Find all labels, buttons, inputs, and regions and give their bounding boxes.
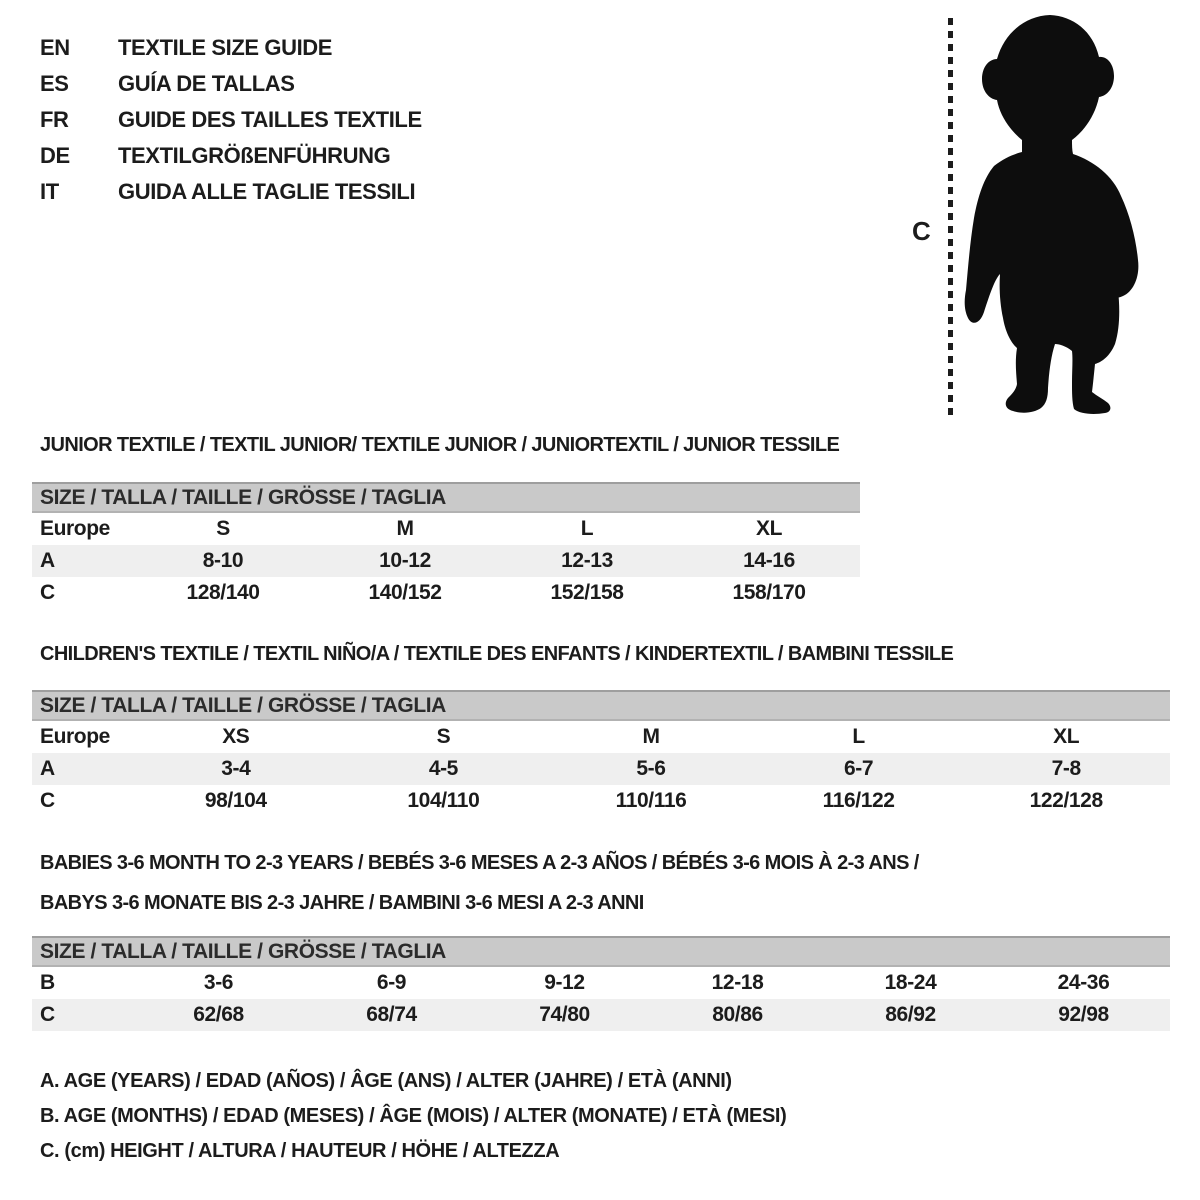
babies-size-table xyxy=(32,936,1170,1031)
table-row xyxy=(32,753,1170,785)
language-title: GUIDE DES TAILLES TEXTILE xyxy=(118,107,422,132)
row-label: C xyxy=(40,789,55,812)
cell-value: 92/98 xyxy=(1058,1003,1109,1026)
cell-value: 3-4 xyxy=(221,757,251,780)
cell-value: 128/140 xyxy=(186,581,260,604)
toddler-silhouette-icon xyxy=(960,12,1145,420)
row-label: C xyxy=(40,1003,55,1026)
cell-value: 14-16 xyxy=(743,549,795,572)
cell-value: 9-12 xyxy=(544,971,585,994)
cell-value: 12-13 xyxy=(561,549,613,572)
height-measure-label: C xyxy=(912,216,931,246)
row-label: Europe xyxy=(40,517,110,540)
cell-value: 6-7 xyxy=(844,757,874,780)
language-code: EN xyxy=(40,35,70,60)
cell-value: 152/158 xyxy=(550,581,624,604)
cell-value: 4-5 xyxy=(428,757,458,780)
cell-value: 98/104 xyxy=(204,789,267,812)
section-babies-textile xyxy=(32,843,1170,1031)
height-measure-line xyxy=(948,18,953,416)
cell-value: 116/122 xyxy=(822,789,895,812)
cell-value: 74/80 xyxy=(539,1003,590,1026)
size-header-label: SIZE / TALLA / TAILLE / GRÖSSE / TAGLIA xyxy=(40,939,446,963)
junior-size-table xyxy=(32,482,860,609)
language-title: TEXTILE SIZE GUIDE xyxy=(118,35,333,60)
language-code: IT xyxy=(40,179,59,204)
cell-value: S xyxy=(216,517,230,540)
language-title-list xyxy=(40,30,422,210)
row-label: A xyxy=(40,549,55,572)
table-row xyxy=(32,721,1170,753)
cell-value: 24-36 xyxy=(1057,971,1110,994)
legend-line-c: C. (cm) HEIGHT / ALTURA / HAUTEUR / HÖHE / ALTEZZA xyxy=(40,1140,560,1162)
language-row xyxy=(40,138,422,174)
cell-value: 12-18 xyxy=(711,971,764,994)
section-children-textile xyxy=(32,643,1170,817)
cell-value: XL xyxy=(1053,725,1080,748)
cell-value: M xyxy=(396,517,414,540)
section-title: JUNIOR TEXTILE / TEXTIL JUNIOR/ TEXTILE JUNIOR / JUNIORTEXTIL / JUNIOR TESSILE xyxy=(40,434,840,456)
cell-value: 122/128 xyxy=(1029,789,1103,812)
children-size-table xyxy=(32,690,1170,817)
table-row xyxy=(32,999,1170,1031)
cell-value: 6-9 xyxy=(376,971,407,994)
language-code: ES xyxy=(40,71,69,96)
cell-value: 5-6 xyxy=(636,757,666,780)
cell-value: L xyxy=(852,725,865,748)
table-row xyxy=(32,967,1170,999)
cell-value: L xyxy=(580,517,594,540)
table-row xyxy=(32,545,860,577)
cell-value: 3-6 xyxy=(203,971,234,994)
language-title: GUÍA DE TALLAS xyxy=(118,71,295,96)
language-row xyxy=(40,102,422,138)
section-title: CHILDREN'S TEXTILE / TEXTIL NIÑO/A / TEXTILE DES ENFANTS / KINDERTEXTIL / BAMBINI TESSILE xyxy=(40,643,954,665)
row-label: C xyxy=(40,581,55,604)
cell-value: 158/170 xyxy=(732,581,806,604)
cell-value: 10-12 xyxy=(379,549,431,572)
section-title-line2: BABYS 3-6 MONATE BIS 2-3 JAHRE / BAMBINI 3-6 MESI A 2-3 ANNI xyxy=(40,892,644,914)
size-header-label: SIZE / TALLA / TAILLE / GRÖSSE / TAGLIA xyxy=(40,485,446,509)
size-header-band xyxy=(32,482,860,513)
cell-value: 104/110 xyxy=(407,789,480,812)
section-junior-textile xyxy=(32,434,860,609)
cell-value: 110/116 xyxy=(615,789,687,812)
cell-value: XL xyxy=(755,517,783,540)
size-header-label: SIZE / TALLA / TAILLE / GRÖSSE / TAGLIA xyxy=(40,693,446,717)
cell-value: 62/68 xyxy=(193,1003,244,1026)
section-title: BABIES 3-6 MONTH TO 2-3 YEARS / BEBÉS 3-6 MESES A 2-3 AÑOS / BÉBÉS 3-6 MOIS À 2-3 ANS / xyxy=(40,852,919,874)
row-label: A xyxy=(40,757,55,780)
cell-value: S xyxy=(436,725,451,748)
cell-value: M xyxy=(642,725,660,748)
table-row xyxy=(32,785,1170,817)
language-code: DE xyxy=(40,143,70,168)
language-row xyxy=(40,174,422,210)
language-title: GUIDA ALLE TAGLIE TESSILI xyxy=(118,179,416,204)
cell-value: 140/152 xyxy=(368,581,442,604)
cell-value: XS xyxy=(222,725,250,748)
legend-line-a: A. AGE (YEARS) / EDAD (AÑOS) / ÂGE (ANS) / ALTER (JAHRE) / ETÀ (ANNI) xyxy=(40,1070,732,1092)
cell-value: 68/74 xyxy=(366,1003,417,1026)
row-label: Europe xyxy=(40,725,110,748)
measure-legend xyxy=(40,1064,786,1169)
size-header-band xyxy=(32,690,1170,721)
row-label: B xyxy=(40,971,55,994)
legend-line-b: B. AGE (MONTHS) / EDAD (MESES) / ÂGE (MOIS) / ALTER (MONATE) / ETÀ (MESI) xyxy=(40,1105,787,1127)
language-row xyxy=(40,30,422,66)
cell-value: 8-10 xyxy=(202,549,244,572)
cell-value: 7-8 xyxy=(1051,757,1081,780)
cell-value: 80/86 xyxy=(712,1003,763,1026)
language-row xyxy=(40,66,422,102)
table-row xyxy=(32,577,860,609)
table-row xyxy=(32,513,860,545)
height-figure xyxy=(900,0,1160,430)
cell-value: 86/92 xyxy=(885,1003,936,1026)
language-title: TEXTILGRÖßENFÜHRUNG xyxy=(118,143,391,168)
cell-value: 18-24 xyxy=(884,971,937,994)
size-header-band xyxy=(32,936,1170,967)
language-code: FR xyxy=(40,107,69,132)
